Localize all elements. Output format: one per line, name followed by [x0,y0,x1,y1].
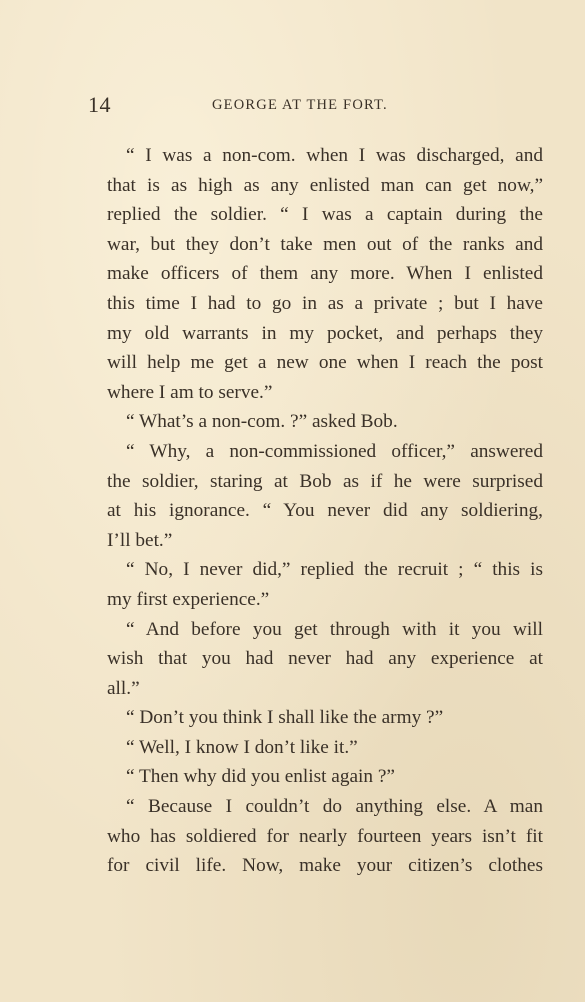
text-line: “ What’s a non-com. ?” asked Bob. [126,411,398,433]
text-line: war, but they don’t take men out of the ranks and [107,233,543,255]
text-line: replied the soldier. “ I was a captain during the [107,204,543,226]
text-line: the soldier, staring at Bob as if he were surprised [107,470,543,492]
text-line: “ And before you get through with it you will [126,618,543,640]
paragraph [88,703,543,733]
paragraph [88,437,543,555]
text-line: “ Why, a non-commissioned officer,” answered [126,440,543,462]
text-line: this time I had to go in as a private ; but I have [107,292,543,314]
text-line: “ Don’t you think I shall like the army ?” [126,707,444,729]
text-line: where I am to serve.” [107,381,273,403]
text-line: “ I was a non-com. when I was discharged, and [126,145,543,166]
text-line: my old warrants in my pocket, and perhaps they [107,322,543,344]
paragraph [88,792,543,881]
paragraph [88,555,543,614]
text-line: my first experience.” [107,588,270,610]
text-line: at his ignorance. “ You never did any soldiering, [107,500,543,522]
text-line: make officers of them any more. When I enlisted [107,263,543,285]
paragraph [88,141,543,407]
text-line: all.” [107,677,140,699]
text-line: wish that you had never had any experience at [107,648,543,670]
text-line: for civil life. Now, make your citizen’s clothes [107,855,543,877]
text-line: “ Because I couldn’t do anything else. A man [126,796,543,818]
page-number: 14 [88,92,111,117]
paragraph [88,733,543,763]
text-line: who has soldiered for nearly fourteen years isn’t fit [107,825,543,847]
text-line: I’ll bet.” [107,529,173,551]
text-line: will help me get a new one when I reach the post [107,352,543,374]
page-header [88,92,543,120]
text-line: “ No, I never did,” replied the recruit ; “ this is [126,559,543,581]
running-head: GEORGE AT THE FORT. [212,97,388,113]
text-line: “ Then why did you enlist again ?” [126,766,395,788]
text-line: that is as high as any enlisted man can get now,” [107,174,543,196]
body-text [88,141,543,881]
paragraph [88,407,543,437]
text-line: “ Well, I know I don’t like it.” [126,736,358,758]
paragraph [88,762,543,792]
paragraph [88,615,543,704]
